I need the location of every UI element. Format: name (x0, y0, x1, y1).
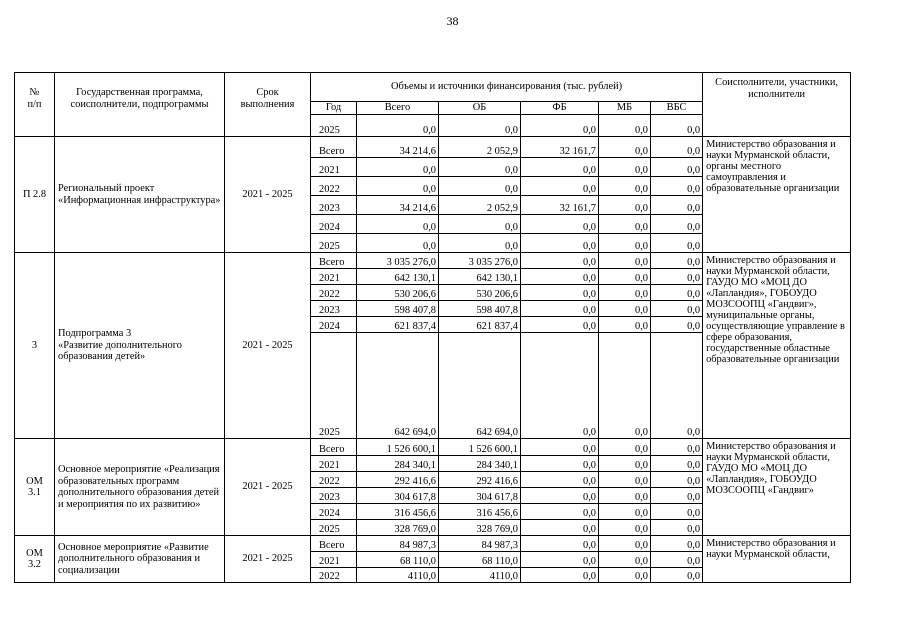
value-total: 530 206,6 (357, 285, 439, 301)
coexecutors: Министерство образования и науки Мурманской области, органы местного самоуправления и образовательные организации (703, 137, 851, 253)
year-cell: 2025 (311, 520, 357, 536)
value-mb: 0,0 (599, 137, 651, 158)
table-row (15, 137, 851, 158)
value-vbs: 0,0 (651, 285, 703, 301)
value-mb: 0,0 (599, 196, 651, 215)
value-fb: 0,0 (521, 301, 599, 317)
value-ob: 3 035 276,0 (439, 253, 521, 269)
header-term: Срок выполнения (225, 73, 311, 137)
value-ob: 642 694,0 (439, 333, 521, 439)
value-vbs: 0,0 (651, 520, 703, 536)
value-mb: 0,0 (599, 504, 651, 520)
header-coexec: Соисполнители, участники, исполнители (703, 73, 851, 137)
value-ob: 292 416,6 (439, 472, 521, 488)
year-cell: Всего (311, 536, 357, 552)
value-total: 4110,0 (357, 568, 439, 583)
header-program: Государственная программа, соисполнители, подпрограммы (55, 73, 225, 137)
value-total: 284 340,1 (357, 456, 439, 472)
value-total: 621 837,4 (357, 317, 439, 333)
value-vbs: 0,0 (651, 568, 703, 583)
value-mb: 0,0 (599, 552, 651, 568)
value-mb: 0,0 (599, 439, 651, 456)
value-fb: 0,0 (521, 536, 599, 552)
lead-ob: 0,0 (439, 115, 521, 137)
year-cell: 2021 (311, 269, 357, 285)
value-total: 0,0 (357, 215, 439, 234)
value-ob: 316 456,6 (439, 504, 521, 520)
program-name: Основное мероприятие «Развитие дополнительного образования и социализации (55, 536, 225, 583)
year-cell: 2021 (311, 158, 357, 177)
value-fb: 0,0 (521, 520, 599, 536)
row-number: ОМ 3.2 (15, 536, 55, 583)
value-mb: 0,0 (599, 520, 651, 536)
value-fb: 32 161,7 (521, 137, 599, 158)
value-mb: 0,0 (599, 333, 651, 439)
row-number: П 2.8 (15, 137, 55, 253)
program-name: Региональный проект «Информационная инфраструктура» (55, 137, 225, 253)
value-ob: 2 052,9 (439, 196, 521, 215)
value-total: 0,0 (357, 158, 439, 177)
coexecutors: Министерство образования и науки Мурманской области, (703, 536, 851, 583)
value-fb: 0,0 (521, 439, 599, 456)
lead-total: 0,0 (357, 115, 439, 137)
value-total: 316 456,6 (357, 504, 439, 520)
value-mb: 0,0 (599, 177, 651, 196)
coexecutors: Министерство образования и науки Мурманской области, ГАУДО МО «МОЦ ДО «Лапландия», ГОБОУДО МОЗСООПЦ «Гандвиг» (703, 439, 851, 536)
term: 2021 - 2025 (225, 137, 311, 253)
coexecutors: Министерство образования и науки Мурманской области, ГАУДО МО «МОЦ ДО «Лапландия», ГОБОУДО МОЗСООПЦ «Гандвиг», муниципальные органы, осуществляющие управление в сфере образования, государственные областные образовательные организации (703, 253, 851, 439)
value-mb: 0,0 (599, 234, 651, 253)
value-ob: 84 987,3 (439, 536, 521, 552)
value-mb: 0,0 (599, 488, 651, 504)
value-total: 598 407,8 (357, 301, 439, 317)
value-fb: 0,0 (521, 253, 599, 269)
value-ob: 0,0 (439, 158, 521, 177)
year-cell: Всего (311, 253, 357, 269)
value-ob: 1 526 600,1 (439, 439, 521, 456)
year-cell: 2022 (311, 472, 357, 488)
value-vbs: 0,0 (651, 536, 703, 552)
value-fb: 0,0 (521, 269, 599, 285)
year-cell: 2021 (311, 552, 357, 568)
value-ob: 284 340,1 (439, 456, 521, 472)
value-total: 304 617,8 (357, 488, 439, 504)
value-mb: 0,0 (599, 456, 651, 472)
value-total: 34 214,6 (357, 137, 439, 158)
term: 2021 - 2025 (225, 536, 311, 583)
header-vbs: ВБС (651, 102, 703, 115)
value-total: 0,0 (357, 177, 439, 196)
value-mb: 0,0 (599, 301, 651, 317)
value-fb: 0,0 (521, 456, 599, 472)
value-total: 292 416,6 (357, 472, 439, 488)
value-ob: 4110,0 (439, 568, 521, 583)
year-cell: 2022 (311, 177, 357, 196)
value-vbs: 0,0 (651, 472, 703, 488)
value-fb: 0,0 (521, 552, 599, 568)
value-total: 3 035 276,0 (357, 253, 439, 269)
lead-year: 2025 (311, 115, 357, 137)
value-vbs: 0,0 (651, 234, 703, 253)
table-row (15, 253, 851, 269)
value-fb: 0,0 (521, 285, 599, 301)
value-mb: 0,0 (599, 472, 651, 488)
value-total: 0,0 (357, 234, 439, 253)
value-ob: 328 769,0 (439, 520, 521, 536)
year-cell: 2023 (311, 196, 357, 215)
year-cell: 2023 (311, 488, 357, 504)
year-cell: Всего (311, 439, 357, 456)
header-ob: ОБ (439, 102, 521, 115)
header-year: Год (311, 102, 357, 115)
year-cell: 2024 (311, 504, 357, 520)
value-ob: 642 130,1 (439, 269, 521, 285)
value-vbs: 0,0 (651, 456, 703, 472)
value-vbs: 0,0 (651, 269, 703, 285)
value-fb: 0,0 (521, 177, 599, 196)
lead-mb: 0,0 (599, 115, 651, 137)
value-fb: 0,0 (521, 215, 599, 234)
value-ob: 530 206,6 (439, 285, 521, 301)
value-total: 68 110,0 (357, 552, 439, 568)
year-cell: 2022 (311, 285, 357, 301)
header-fb: ФБ (521, 102, 599, 115)
value-mb: 0,0 (599, 568, 651, 583)
value-mb: 0,0 (599, 253, 651, 269)
program-name: Подпрограмма 3 «Развитие дополнительного образования детей» (55, 253, 225, 439)
value-vbs: 0,0 (651, 317, 703, 333)
value-mb: 0,0 (599, 317, 651, 333)
value-ob: 68 110,0 (439, 552, 521, 568)
value-fb: 0,0 (521, 504, 599, 520)
value-ob: 621 837,4 (439, 317, 521, 333)
term: 2021 - 2025 (225, 439, 311, 536)
value-vbs: 0,0 (651, 137, 703, 158)
value-vbs: 0,0 (651, 488, 703, 504)
year-cell: 2021 (311, 456, 357, 472)
value-ob: 598 407,8 (439, 301, 521, 317)
value-vbs: 0,0 (651, 253, 703, 269)
value-vbs: 0,0 (651, 439, 703, 456)
value-fb: 0,0 (521, 158, 599, 177)
value-vbs: 0,0 (651, 158, 703, 177)
year-cell: Всего (311, 137, 357, 158)
header-row (15, 73, 851, 102)
value-fb: 0,0 (521, 333, 599, 439)
row-number: ОМ 3.1 (15, 439, 55, 536)
value-vbs: 0,0 (651, 301, 703, 317)
header-mb: МБ (599, 102, 651, 115)
value-ob: 304 617,8 (439, 488, 521, 504)
year-cell: 2022 (311, 568, 357, 583)
term: 2021 - 2025 (225, 253, 311, 439)
value-mb: 0,0 (599, 269, 651, 285)
table-row (15, 439, 851, 456)
value-fb: 0,0 (521, 568, 599, 583)
value-vbs: 0,0 (651, 196, 703, 215)
value-fb: 0,0 (521, 488, 599, 504)
value-total: 328 769,0 (357, 520, 439, 536)
row-number: 3 (15, 253, 55, 439)
value-fb: 0,0 (521, 317, 599, 333)
lead-fb: 0,0 (521, 115, 599, 137)
value-mb: 0,0 (599, 536, 651, 552)
program-name: Основное мероприятие «Реализация образовательных программ дополнительного образования детей и мероприятия по их развитию» (55, 439, 225, 536)
value-fb: 0,0 (521, 472, 599, 488)
value-total: 34 214,6 (357, 196, 439, 215)
page-number: 38 (446, 14, 459, 28)
header-num: № п/п (15, 73, 55, 137)
table-row (15, 536, 851, 552)
year-cell: 2025 (311, 333, 357, 439)
value-mb: 0,0 (599, 158, 651, 177)
value-vbs: 0,0 (651, 504, 703, 520)
value-total: 84 987,3 (357, 536, 439, 552)
lead-vbs: 0,0 (651, 115, 703, 137)
header-total: Всего (357, 102, 439, 115)
value-ob: 0,0 (439, 234, 521, 253)
value-mb: 0,0 (599, 215, 651, 234)
value-vbs: 0,0 (651, 215, 703, 234)
value-vbs: 0,0 (651, 552, 703, 568)
year-cell: 2024 (311, 215, 357, 234)
value-fb: 32 161,7 (521, 196, 599, 215)
value-vbs: 0,0 (651, 333, 703, 439)
year-cell: 2023 (311, 301, 357, 317)
value-total: 1 526 600,1 (357, 439, 439, 456)
value-total: 642 130,1 (357, 269, 439, 285)
value-ob: 0,0 (439, 215, 521, 234)
header-financing: Объемы и источники финансирования (тыс. рублей) (311, 73, 703, 102)
value-ob: 0,0 (439, 177, 521, 196)
value-vbs: 0,0 (651, 177, 703, 196)
value-fb: 0,0 (521, 234, 599, 253)
year-cell: 2024 (311, 317, 357, 333)
value-total: 642 694,0 (357, 333, 439, 439)
year-cell: 2025 (311, 234, 357, 253)
value-mb: 0,0 (599, 285, 651, 301)
financing-table (14, 72, 851, 583)
value-ob: 2 052,9 (439, 137, 521, 158)
